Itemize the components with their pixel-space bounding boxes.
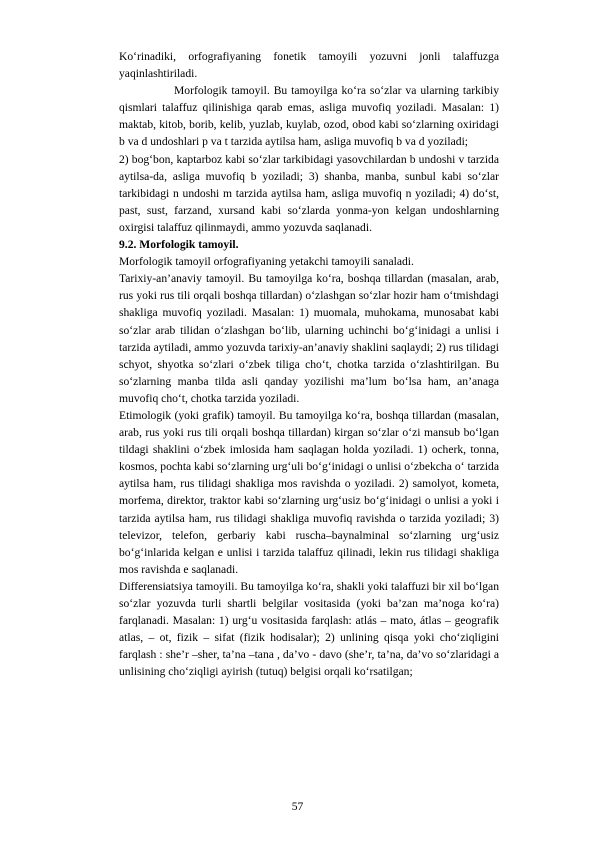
paragraph <box>119 151 499 236</box>
paragraph-text: Morfologik tamoyil. Bu tamoyilga ko‘ra so‘zlar va ularning tarkibiy qismlari talaffuz qilinishiga qarab emas, asliga muvofiq yoziladi. Masalan: 1) maktab, kitob, borib, kelib, yuzlab, kuylab, ozod, obod kabi so‘zlarning oxiridagi b va d undoshlari p va t tarzida aytilsa ham, asliga muvofiq b va d yoziladi; <box>119 84 499 149</box>
paragraph <box>119 253 499 270</box>
paragraph-text: Ko‘rinadiki, orfografiyaning fonetik tamoyili yozuvni jonli talaffuzga yaqinlashtiriladi. <box>119 50 499 81</box>
paragraph <box>119 82 499 150</box>
body-text <box>119 48 499 680</box>
section-heading <box>119 236 499 253</box>
paragraph <box>119 48 499 82</box>
paragraph-text: Etimologik (yoki grafik) tamoyil. Bu tamoyilga ko‘ra, boshqa tillardan (masalan, arab, rus yoki rus tili orqali boshqa tillardan) kirgan so‘zlar o‘zi mansub bo‘lgan tildagi shaklini o‘zbek imlosida ham saqlagan holda yoziladi. 1) ocherk, tonna, kosmos, pochta kabi so‘zlarning urg‘uli bo‘g‘inidagi o unlisi o‘zbekcha o‘ tarzida aytilsa ham, rus tilidagi shakliga mos ravishda o yoziladi. 2) samolyot, kometa, morfema, direktor, traktor kabi so‘zlarning urg‘usiz bo‘g‘inidagi o unlisi a yoki i tarzida aytilsa ham, rus tilidagi shakliga muvofiq ravishda o tarzida yoziladi; 3) televizor, telefon, gerbariy kabi ruscha–baynalminal so‘zlarning urg‘usiz bo‘g‘inlarida kelgan e unlisi i tarzida talaffuz qilinadi, lekin rus tilidagi shakliga mos ravishda e saqlanadi. <box>119 408 499 576</box>
paragraph <box>119 407 499 578</box>
paragraph-text: 2) bog‘bon, kaptarboz kabi so‘zlar tarkibidagi yasovchilardan b undoshi v tarzida aytilsa-da, asliga muvofiq b yoziladi; 3) shanba, manba, sunbul kabi so‘zlar tarkibidagi n undoshi m tarzida aytilsa ham, asliga muvofiq n yoziladi; 4) do‘st, past, sust, farzand, xursand kabi so‘zlarda yonma-yon kelgan undoshlarning oxirgisi talaffuz qilinmaydi, ammo yozuvda saqlanadi. <box>119 152 499 234</box>
page-number: 57 <box>291 800 304 813</box>
paragraph <box>119 270 499 407</box>
paragraph-text: Morfologik tamoyil orfografiyaning yetakchi tamoyili sanaladi. <box>119 255 414 269</box>
paragraph-text: Differensiatsiya tamoyili. Bu tamoyilga ko‘ra, shakli yoki talaffuzi bir xil bo‘lgan so‘zlar yozuvda turli shartli belgilar vositasida (yoki ba’zan ma’noga ko‘ra) farqlanadi. Masalan: 1) urg‘u vositasida farqlash: atlás – mato, átlas – geografik atlas, – ot, fizik – sifat (fizik hodisalar); 2) unlining qisqa yoki cho‘ziqligini farqlash : she’r –sher, ta’na –tana , da’vo - davo (she’r, ta’na, da’vo so‘zlaridagi a unlisining cho‘ziqligi ayirish (tutuq) belgisi orqali ko‘rsatilgan; <box>119 579 499 679</box>
paragraph <box>119 578 499 681</box>
section-heading-text: 9.2. Morfologik tamoyil. <box>119 238 239 252</box>
paragraph-text: Tarixiy-an’anaviy tamoyil. Bu tamoyilga ko‘ra, boshqa tillardan (masalan, arab, rus yoki rus tili orqali boshqa tillardan) o‘zlashgan so‘zlar hozir ham o‘tmishdagi shakliga muvofiq yoziladi. Masalan: 1) muomala, muhokama, munosabat kabi so‘zlar arab tilidan o‘zlashgan bo‘lib, ularning uchinchi bo‘g‘inidagi a unlisi i tarzida aytiladi, ammo yozuvda tarixiy-an’anaviy shaklini saqlaydi; 2) rus tilidagi schyot, shyotka so‘zlari o‘zbek tiliga cho‘t, chotka tarzida o‘zlashtirilgan. Bu so‘zlarning manba tilda asli qanday yozilishi ma’lum bo‘lsa ham, an’anaga muvofiq cho‘t, chotka tarzida yoziladi. <box>119 272 499 405</box>
